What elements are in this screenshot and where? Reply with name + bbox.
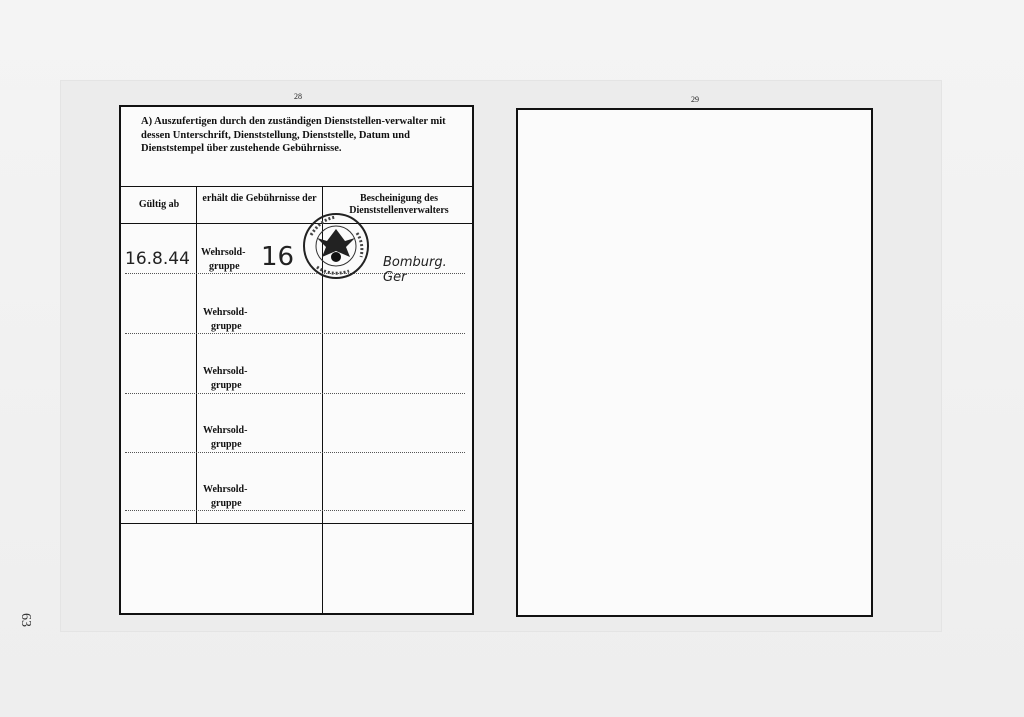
row-1-signature: Bomburg. Ger [383,255,447,285]
row-1-group-handwritten: 16 [261,242,295,272]
column-receives: erhält die Gebührnisse der [202,193,317,204]
row-1-label-1: Wehrsold- [201,247,246,258]
row-2-baseline [125,333,465,334]
side-page-number: 63 [18,613,33,627]
instruction-text: A) Auszufertigen durch den zuständigen Dienststellen-verwalter mit dessen Unterschrift, Dienststellung, Dienststelle, Datum und Dienststempel über zustehende Gebührnisse. [141,116,446,154]
row-5-label-2: gruppe [211,498,242,509]
footer-divider [121,523,472,524]
row-4-label-2: gruppe [211,439,242,450]
row-5-label-1: Wehrsold- [203,484,248,495]
row-4-baseline [125,452,465,453]
row-3-baseline [125,393,465,394]
column-certification: Bescheinigung des Dienststellenverwalters [349,193,449,216]
row-2-label-2: gruppe [211,321,242,332]
row-4-label-1: Wehrsold- [203,425,248,436]
left-page-form [119,105,474,615]
right-page-number: 29 [691,95,699,104]
right-page-blank-frame [516,108,873,617]
row-5-baseline [125,510,465,511]
column-valid-from: Gültig ab [138,199,180,210]
header-divider [121,186,472,187]
column-divider-1 [196,186,197,523]
row-3-label-2: gruppe [211,380,242,391]
left-page-number: 28 [294,92,302,101]
row-1-date-handwritten: 16.8.44 [125,249,190,269]
row-2-label-1: Wehrsold- [203,307,248,318]
row-1-label-2: gruppe [209,261,240,272]
row-3-label-1: Wehrsold- [203,366,248,377]
eagle-seal-stamp-icon [301,211,371,281]
column-head-divider [121,223,472,224]
